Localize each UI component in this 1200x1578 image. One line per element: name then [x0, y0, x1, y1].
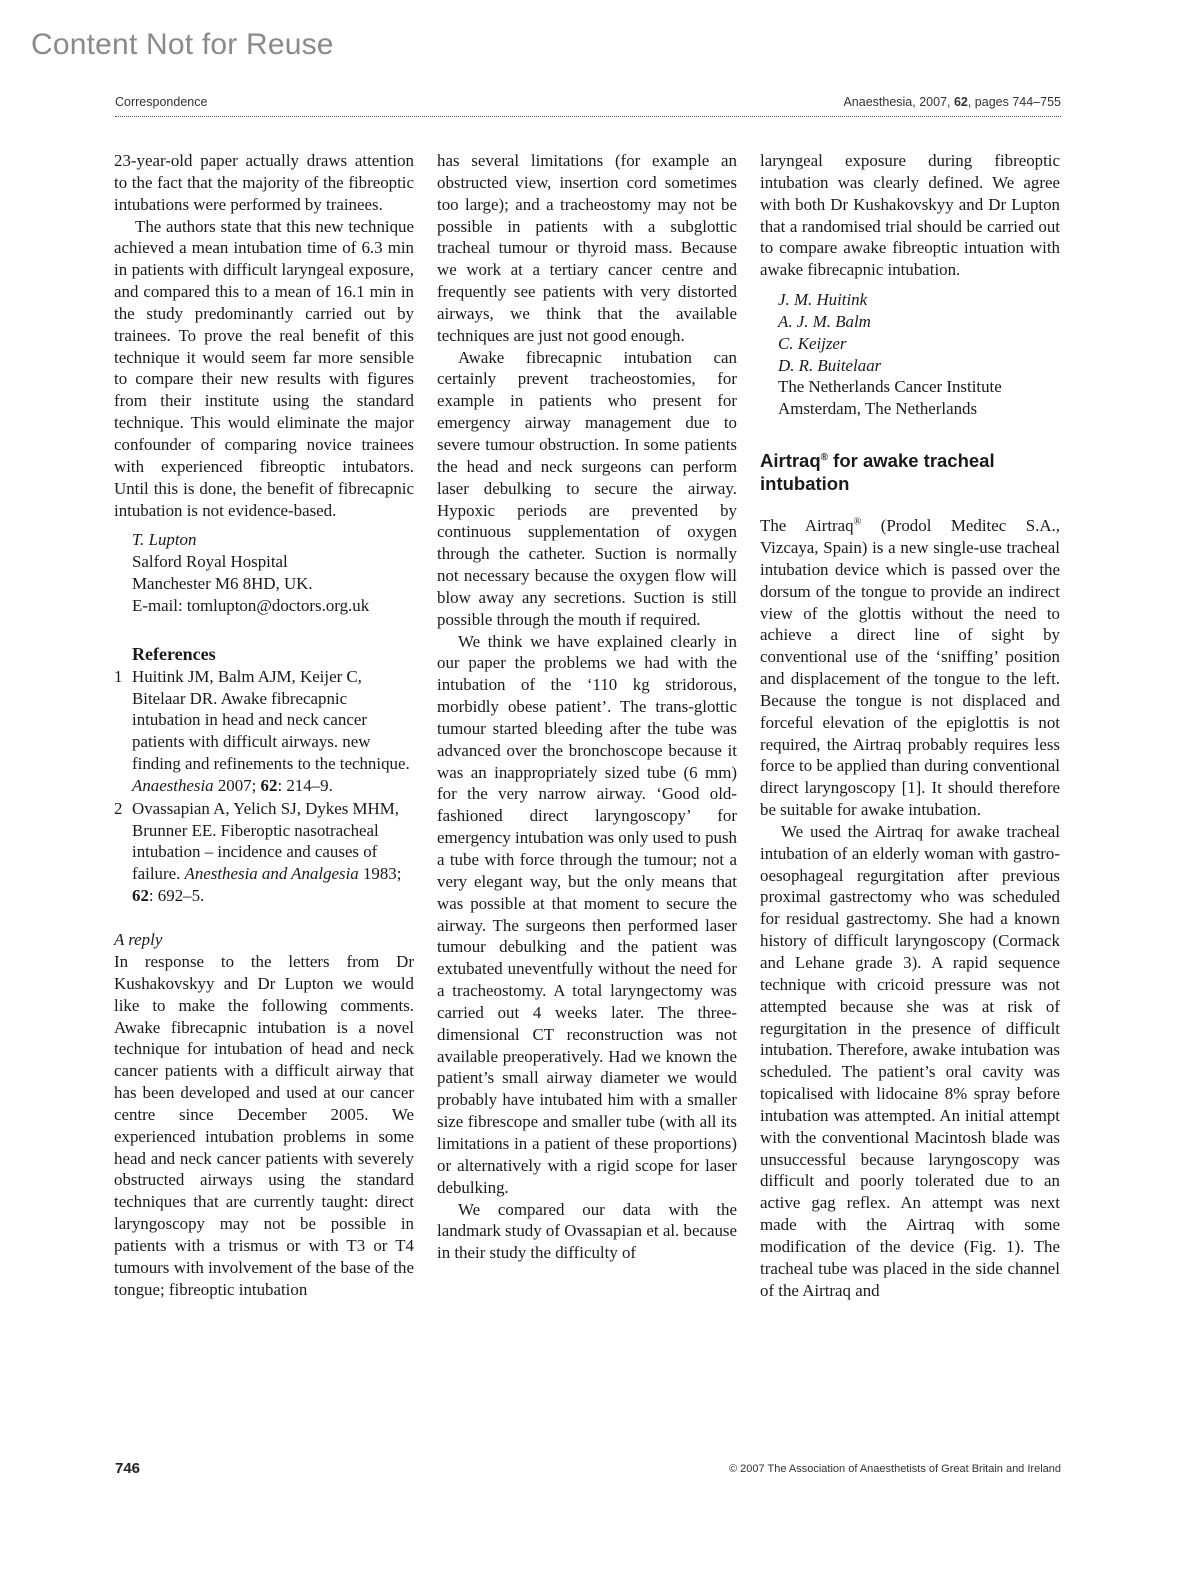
volume-number: 62 [953, 95, 968, 109]
reference-number: 1 [114, 666, 123, 686]
reference-text: Ovassapian A, Yelich SJ, Dykes MHM, Brunner EE. Fiberoptic nasotracheal intubation – incidence and causes of failure. Anesthesia and Analgesia 1983; 62: 692–5. [132, 798, 402, 906]
copyright-notice: © 2007 The Association of Anaesthetists of Great Britain and Ireland [729, 1463, 1061, 1475]
reference-item [114, 666, 414, 797]
paragraph: laryngeal exposure during fibreoptic intubation was clearly defined. We agree with both Dr Kushakovskyy and Dr Lupton that a randomised trial should be carried out to compare awake fibreoptic intuation with awake fibrecapnic intubation. [760, 151, 1060, 280]
author-signature [760, 289, 1060, 420]
column-3 [760, 150, 1060, 1302]
author-name: C. Keijzer [778, 333, 847, 353]
author-name: T. Lupton [132, 530, 197, 550]
reference-number: 2 [114, 798, 123, 818]
author-institution: The Netherlands Cancer Institute [778, 377, 1002, 397]
page-range: , pages 744–755 [967, 95, 1061, 109]
author-email: E-mail: tomlupton@doctors.org.uk [132, 595, 370, 615]
running-header-citation [843, 95, 1061, 109]
paragraph: has several limitations (for example an obstructed view, insertion cord sometimes too large); and a tracheostomy may not be possible in patients with a subglottic tracheal tumour or thyroid mass. Because we work at a tertiary cancer centre and frequently see patients with very distorted airways, we think that the available techniques are just not good enough. [437, 151, 737, 345]
column-1 [114, 150, 414, 1301]
paragraph: Awake fibrecapnic intubation can certainly prevent tracheostomies, for example in patients who present for emergency airway management due to severe tumour obstruction. In some patients the head and neck surgeons can perform laser debulking to secure the airway. Hypoxic periods are prevented by continuous supplementation of oxygen through the catheter. Suction is normally not necessary because the oxygen flow will blow away any secretions. Suction is still possible through the mouth if required. [437, 347, 737, 629]
author-name: J. M. Huitink [778, 290, 868, 310]
author-name: A. J. M. Balm [778, 311, 871, 331]
journal-name: Anaesthesia, 2007, [843, 95, 954, 109]
author-city: Manchester M6 8HD, UK. [132, 574, 313, 594]
paragraph: We compared our data with the landmark study of Ovassapian et al. because in their study the difficulty of [437, 1199, 737, 1263]
paragraph: 23-year-old paper actually draws attention to the fact that the majority of the fibreoptic intubations were performed by trainees. [114, 151, 414, 214]
paragraph: In response to the letters from Dr Kushakovskyy and Dr Lupton we would like to make the following comments. Awake fibrecapnic intubation is a novel technique for intubation of head and neck cancer patients with a difficult airway that has been developed and used at our cancer centre since December 2005. We experienced intubation problems in some head and neck cancer patients with severely obstructed airways using the standard techniques that are currently taught: direct laryngoscopy may not be possible in patients with a trismus or with T3 or T4 tumours with involvement of the base of the tongue; fibreoptic intubation [114, 952, 414, 1299]
author-name: D. R. Buitelaar [778, 355, 882, 375]
running-header-section: Correspondence [115, 95, 208, 109]
watermark: Content Not for Reuse [31, 28, 334, 61]
article-title: Airtraq® for awake tracheal intubation [760, 450, 995, 494]
reference-text: Huitink JM, Balm AJM, Keijer C, Bitelaar DR. Awake fibrecapnic intubation in head and neck cancer patients with difficult airways. new finding and refinements to the technique. Anaesthesia 2007; 62: 214–9. [132, 666, 410, 795]
author-city: Amsterdam, The Netherlands [778, 399, 978, 419]
column-2 [437, 150, 737, 1264]
paragraph: We think we have explained clearly in our paper the problems we had with the intubation of the ‘110 kg stridorous, morbidly obese patient’. The trans-glottic tumour started bleeding after the tube was advanced over the bronchoscope because it was an inappropriately sized tube (6 mm) for the very narrow airway. ‘Good old-fashioned direct laryngoscopy’ for emergency intubation was only used to push a tube with force through the tumour; not a very elegant way, but the only means that was possible at that moment to secure the airway. The surgeons then performed laser tumour debulking and the patient was extubated uneventfully without the need for a tracheostomy. A total laryngectomy was carried out 4 weeks later. The three-dimensional CT reconstruction was not available preoperatively. Had we known the patient’s small airway diameter we would probably have intubated him with a smaller size fibrescope and smaller tube (with all its limitations in a patient of these proportions) or alternatively with a rigid scope for laser debulking. [437, 631, 737, 1197]
reply-heading: A reply [114, 930, 163, 949]
author-signature [114, 529, 414, 616]
paragraph: The authors state that this new technique achieved a mean intubation time of 6.3 min in patients with difficult laryngeal exposure, and compared this to a mean of 16.1 min in the study predominantly carried out by trainees. To prove the real benefit of this technique it would seem far more sensible to compare their new results with figures from their institute using the standard technique. This would eliminate the major confounder of comparing novice trainees with experienced fibreoptic intubators. Until this is done, the benefit of fibrecapnic intubation is not evidence-based. [114, 216, 414, 520]
references-heading: References [132, 643, 216, 664]
header-divider [115, 116, 1061, 117]
paragraph: We used the Airtraq for awake tracheal intubation of an elderly woman with gastro-oesophageal regurgitation after previous proximal gastrectomy who was scheduled for residual gastrectomy. She had a known history of difficult laryngoscopy (Cormack and Lehane grade 3). A rapid sequence technique with cricoid pressure was not attempted because she was at risk of regurgitation in the presence of difficult intubation. Therefore, awake intubation was scheduled. The patient’s oral cavity was topicalised with lidocaine 8% spray before intubation was attempted. An initial attempt with the conventional Macintosh blade was unsuccessful because laryngoscopy was difficult and poorly tolerated due to an active gag reflex. An attempt was next made with the Airtraq with some modification of the device (Fig. 1). The tracheal tube was placed in the side channel of the Airtraq and [760, 821, 1060, 1300]
author-institution: Salford Royal Hospital [132, 552, 288, 572]
paragraph: The Airtraq® (Prodol Meditec S.A., Vizcaya, Spain) is a new single-use tracheal intubation device which is passed over the dorsum of the tongue to provide an indirect view of the glottis without the need to achieve a direct line of sight by conventional use of the ‘sniffing’ position and displacement of the tongue to the left. Because the tongue is not displaced and forceful elevation of the epiglottis is not required, the Airtraq probably requires less force to be applied than during conventional direct laryngoscopy [1]. It should therefore be suitable for awake intubation. [760, 516, 1060, 820]
page-number: 746 [115, 1460, 141, 1477]
reference-item [114, 798, 414, 907]
